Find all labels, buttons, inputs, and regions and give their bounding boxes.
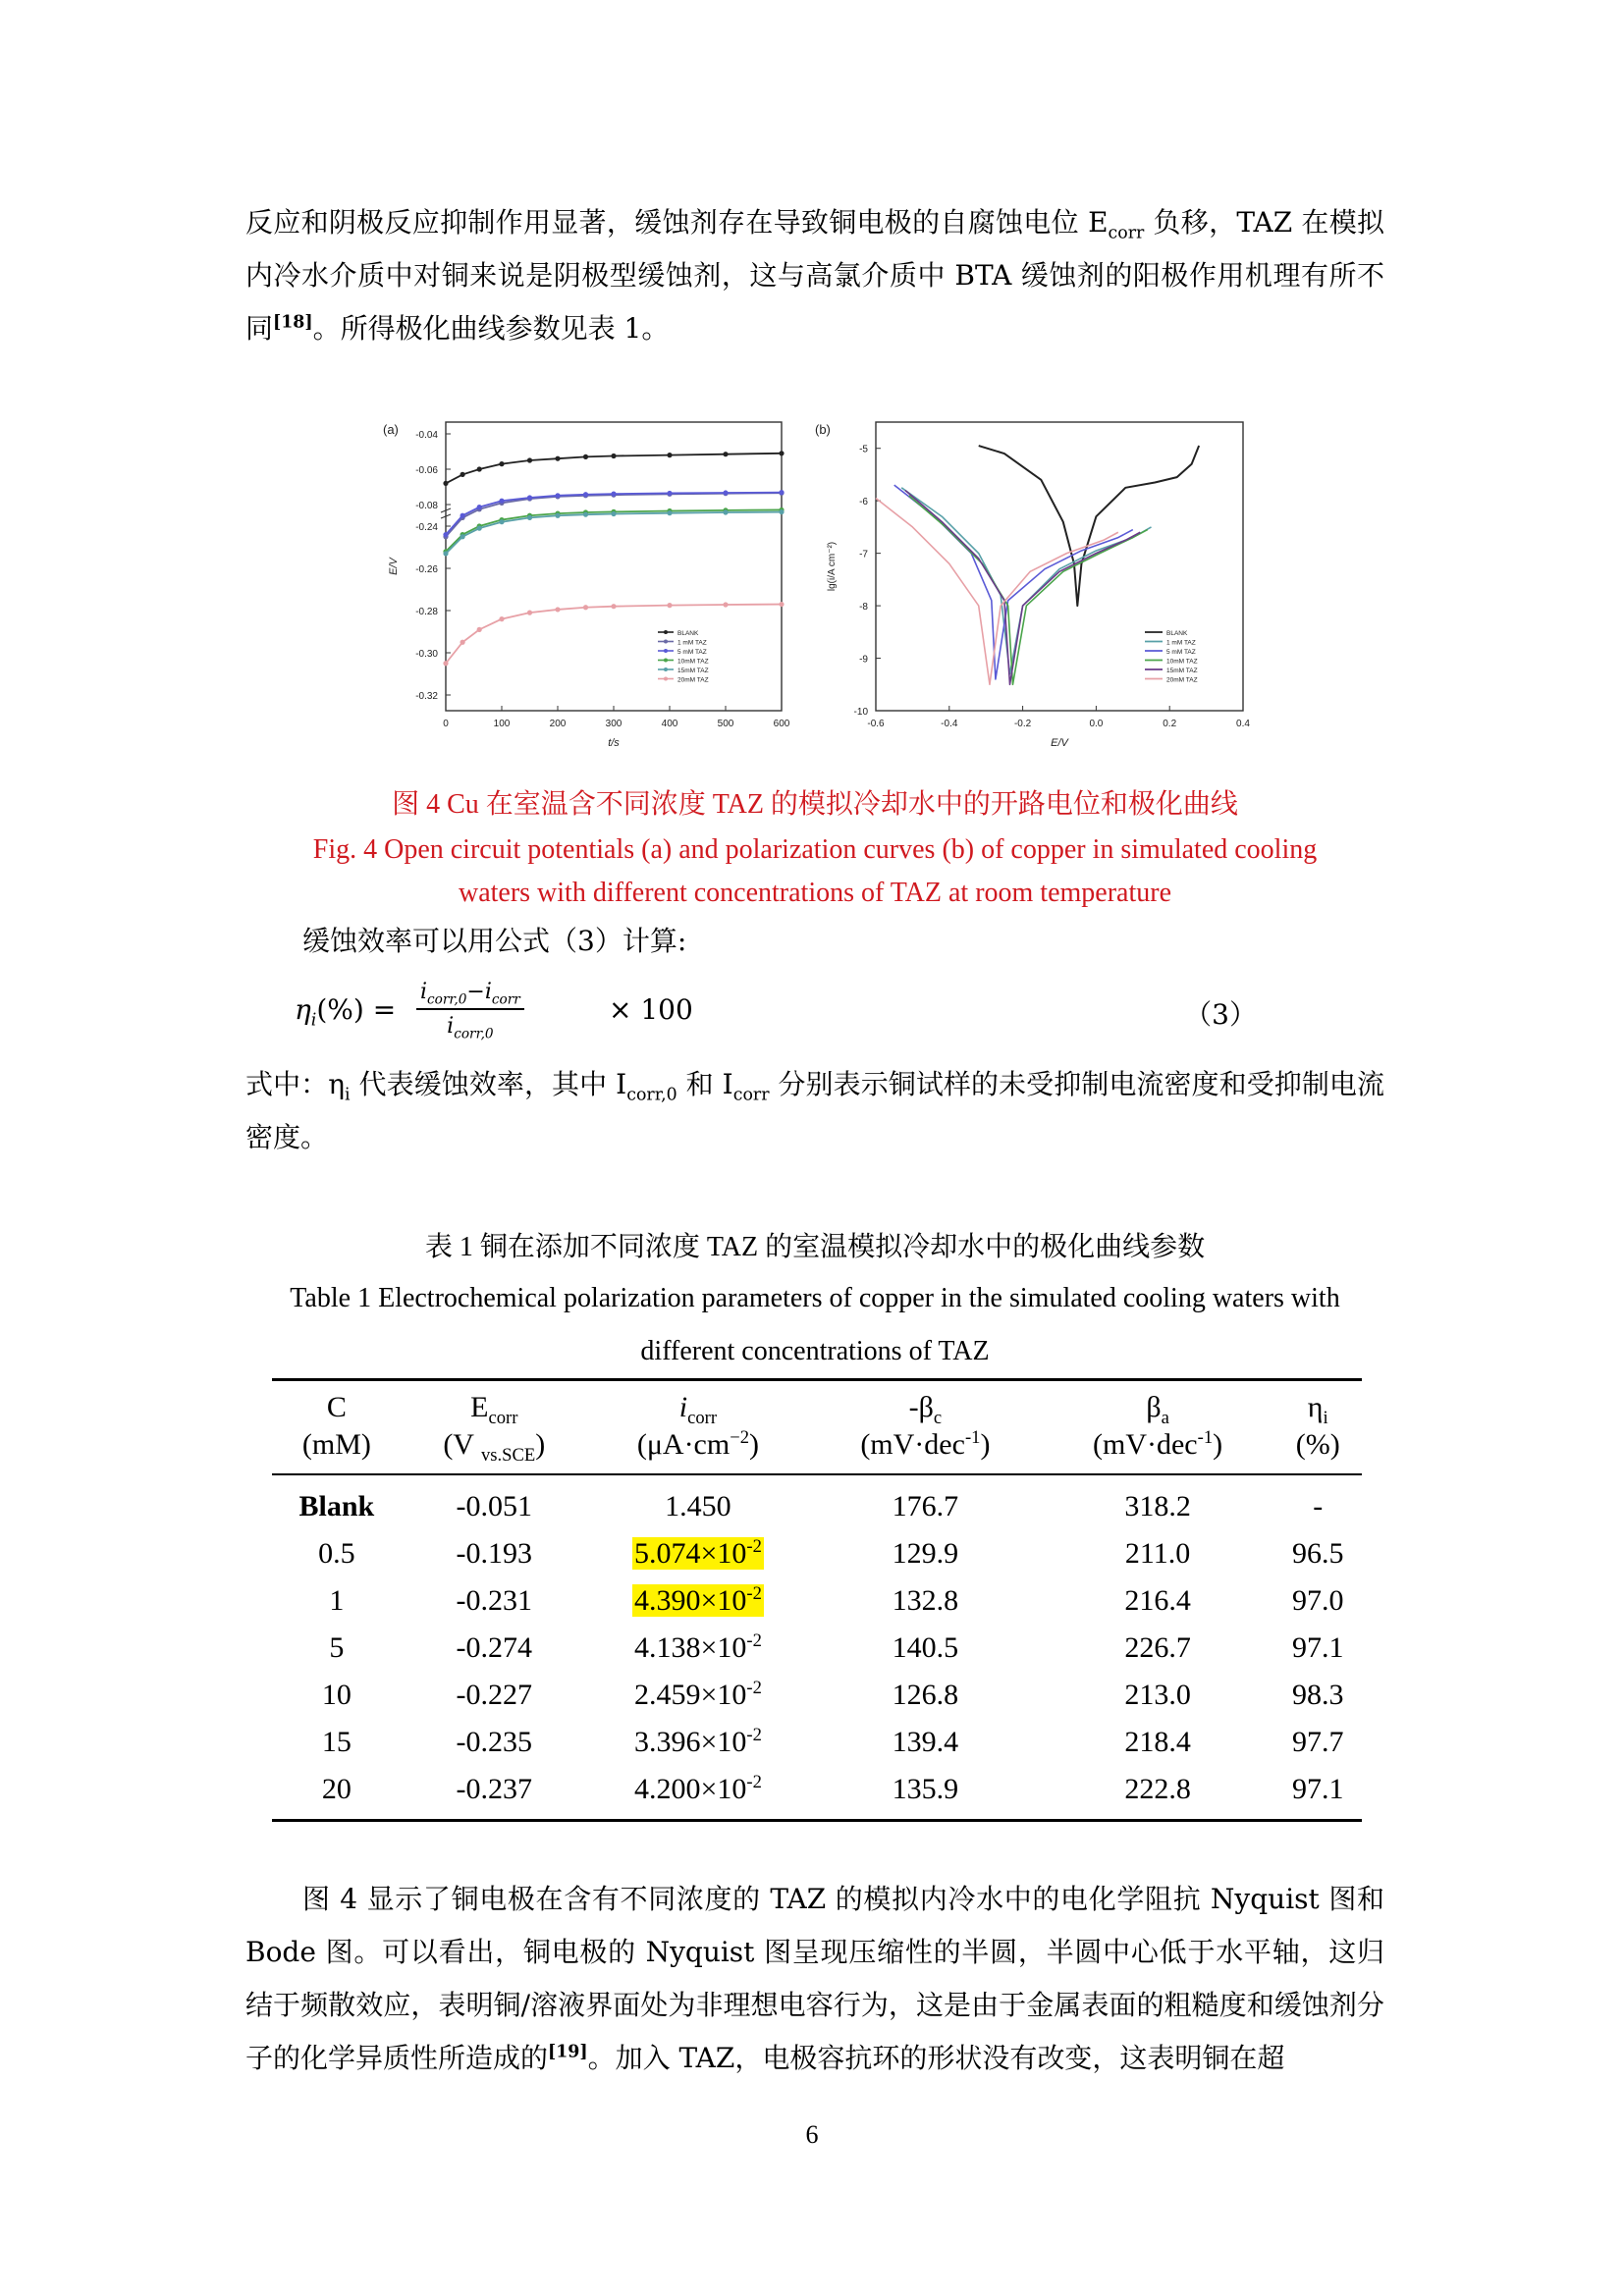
data-point-a <box>527 495 532 500</box>
data-point-a <box>667 510 672 515</box>
series-line-b <box>876 499 1118 685</box>
data-point-a <box>477 466 482 471</box>
equation-fraction <box>416 980 524 1042</box>
cell-beta-c: 176.7 <box>892 1490 959 1522</box>
header-ecorr: $E_{corr}$ (V $_{vs.SCE}$) <box>402 1380 587 1475</box>
cell-icorr <box>587 1719 809 1766</box>
legend-label-a: 15mM TAZ <box>677 667 709 674</box>
x-tick-label-a: 100 <box>493 719 511 729</box>
data-point-a <box>527 457 532 462</box>
legend-label-b: 1 mM TAZ <box>1166 639 1196 647</box>
data-point-a <box>555 456 560 461</box>
data-point-a <box>443 661 448 666</box>
header-c: C (mM) <box>272 1380 402 1475</box>
y-tick-label-a: -0.30 <box>415 649 438 660</box>
cell-beta-a: 216.4 <box>1124 1584 1191 1617</box>
data-point-a <box>477 505 482 509</box>
data-point-a <box>477 627 482 632</box>
y-tick-label-a: -0.26 <box>415 564 438 575</box>
legend-marker-a <box>664 630 668 634</box>
series-line-b <box>979 446 1199 606</box>
cell-ecorr: -0.231 <box>456 1584 533 1617</box>
x-axis-label-b: E/V <box>1051 737 1068 749</box>
figure-caption-zh: 图 4 Cu 在室温含不同浓度 TAZ 的模拟冷却水中的开路电位和极化曲线 <box>392 789 1238 820</box>
legend-label-a: 1 mM TAZ <box>677 639 707 647</box>
data-point-a <box>499 616 504 621</box>
cell-beta-c: 132.8 <box>892 1584 959 1617</box>
cell-icorr <box>587 1766 809 1821</box>
data-point-a <box>460 640 465 645</box>
cell-ecorr: -0.274 <box>456 1631 533 1664</box>
data-point-a <box>583 454 588 459</box>
series-line-b <box>901 488 1151 674</box>
y-tick-label-b: -5 <box>859 444 868 455</box>
paragraph-1: 反应和阴极反应抑制作用显著，缓蚀剂存在导致铜电极的自腐蚀电位 $E_{corr}$ 负移，TAZ 在模拟内冷水介质中对铜来说是阴极型缓蚀剂，这与高氯介质中 BTA 缓蚀剂的阳极作用机理有所不同[18]。所得极化曲线参数见表 1。 <box>245 206 1385 345</box>
cell-icorr <box>587 1530 809 1577</box>
data-point-a <box>611 492 616 497</box>
cell-eta: 97.1 <box>1273 1766 1362 1821</box>
data-point-a <box>723 509 728 514</box>
legend-label-a: 5 mM TAZ <box>677 649 707 656</box>
figure-caption-en: Fig. 4 Open circuit potentials (a) and polarization curves (b) of copper in simulated cooling waters with different concentrations of TAZ at room temperature <box>312 834 1318 908</box>
data-point-a <box>723 602 728 607</box>
legend-label-b: 5 mM TAZ <box>1166 649 1196 656</box>
cell-eta: 97.1 <box>1291 1631 1344 1664</box>
header-beta-c: $-\beta_c$ (mV·dec$^{-1}$) <box>809 1380 1042 1475</box>
equation-denominator: $i_{corr,0}$ <box>447 1014 494 1042</box>
legend-marker-a <box>664 640 668 644</box>
table-caption-en-2: different concentrations of TAZ <box>640 1336 990 1366</box>
x-tick-label-a: 200 <box>549 719 567 729</box>
cell-beta-c: 129.9 <box>892 1537 959 1570</box>
panel-b-label: (b) <box>815 422 831 437</box>
y-tick-label-a: -0.24 <box>415 522 438 533</box>
y-axis-label-a: E/V <box>388 558 400 575</box>
y-tick-label-b: -6 <box>859 497 868 508</box>
x-tick-label-b: 0.4 <box>1236 719 1250 729</box>
y-tick-label-b: -8 <box>859 602 868 614</box>
cell-beta-c: 126.8 <box>892 1679 959 1711</box>
data-point-a <box>779 602 784 607</box>
equation-3 <box>295 972 1384 1050</box>
x-tick-label-a: 0 <box>443 719 449 729</box>
legend-label-a: 20mM TAZ <box>677 676 709 684</box>
table-row <box>272 1577 1362 1625</box>
y-tick-label-a: -0.04 <box>415 430 438 441</box>
highlighted-value: $5.074\times 10^{-2}$ <box>633 1536 762 1570</box>
legend-label-a: BLANK <box>677 630 699 637</box>
cell-eta: 97.7 <box>1291 1726 1344 1758</box>
legend-label-b: 20mM TAZ <box>1166 676 1198 684</box>
cell-concentration: 15 <box>321 1726 352 1758</box>
cell-icorr <box>587 1577 809 1625</box>
citation-19: [19] <box>548 2042 588 2062</box>
data-point-a <box>723 490 728 495</box>
y-tick-label-b: -10 <box>853 707 868 718</box>
data-point-a <box>779 451 784 455</box>
x-tick-label-a: 600 <box>773 719 790 729</box>
cell-concentration: Blank <box>298 1490 375 1522</box>
data-point-a <box>499 499 504 504</box>
cell-beta-a: 211.0 <box>1124 1537 1191 1570</box>
data-point-a <box>667 603 672 608</box>
x-tick-label-b: -0.2 <box>1013 719 1032 729</box>
data-point-a <box>443 532 448 537</box>
cell-ecorr: -0.227 <box>456 1679 533 1711</box>
equation-number: （3） <box>1184 998 1257 1031</box>
data-point-a <box>460 472 465 477</box>
x-tick-label-b: 0.0 <box>1089 719 1104 729</box>
header-beta-a: $\beta_a$ (mV·dec$^{-1}$) <box>1042 1380 1274 1475</box>
table-row <box>272 1672 1362 1719</box>
polarization-parameters-table <box>272 1378 1362 1822</box>
data-point-a <box>667 453 672 457</box>
x-tick-label-b: -0.6 <box>867 719 885 729</box>
cell-concentration: 5 <box>329 1631 345 1664</box>
equation-times: × 100 <box>609 993 693 1026</box>
cell-icorr <box>587 1474 809 1530</box>
table-row <box>272 1474 1362 1530</box>
cell-beta-c: 140.5 <box>892 1631 959 1664</box>
series-line-a <box>446 605 782 664</box>
cell-eta: - <box>1313 1490 1324 1522</box>
data-point-a <box>499 461 504 466</box>
cell-beta-a: 213.0 <box>1124 1679 1191 1711</box>
icorr-value: $4.138\times 10^{-2}$ <box>633 1630 762 1664</box>
data-point-a <box>779 490 784 495</box>
y-tick-label-a: -0.32 <box>415 691 438 702</box>
data-point-a <box>583 492 588 497</box>
data-point-a <box>527 611 532 615</box>
legend-marker-a <box>664 667 668 671</box>
legend-marker-a <box>664 659 668 663</box>
y-tick-label-a: -0.28 <box>415 607 438 617</box>
legend-marker-a <box>664 677 668 681</box>
y-tick-label-a: -0.08 <box>415 501 438 511</box>
data-point-a <box>611 604 616 609</box>
equation-lhs: $\eta_i(\%)$ = <box>295 993 397 1031</box>
data-point-a <box>477 526 482 531</box>
page-number: 6 <box>805 2120 819 2149</box>
data-point-a <box>667 491 672 496</box>
paragraph-2: 缓蚀效率可以用公式（3）计算: <box>302 925 687 957</box>
data-point-a <box>460 534 465 539</box>
panel-a-label: (a) <box>383 422 399 437</box>
equation-numerator: $i_{corr,0}-i_{corr}$ <box>416 980 524 1010</box>
cell-eta: 97.0 <box>1291 1584 1344 1617</box>
data-point-a <box>779 509 784 514</box>
table-row <box>272 1719 1362 1766</box>
cell-beta-a: 318.2 <box>1124 1490 1191 1522</box>
data-point-a <box>583 512 588 517</box>
paragraph-3: 式中：$\eta_i$ 代表缓蚀效率，其中 $I_{corr,0}$ 和 $I_{corr}$ 分别表示铜试样的未受抑制电流密度和受抑制电流密度。 <box>245 1068 1384 1153</box>
figure-4-charts <box>373 410 1257 754</box>
series-line-a <box>446 512 782 554</box>
x-axis-label-a: t/s <box>608 737 620 749</box>
cell-ecorr: -0.237 <box>402 1766 587 1821</box>
paragraph-4: 图 4 显示了铜电极在含有不同浓度的 TAZ 的模拟内冷水中的电化学阻抗 Nyquist 图和 Bode 图。可以看出，铜电极的 Nyquist 图呈现压缩性的半圆，半圆中心低于水平轴，这归结于频散效应，表明铜/溶液界面处为非理想电容行为，这是由于金属表面的粗糙度和缓蚀剂分子的化学异质性所造成的[19]。加入 TAZ，电极容抗环的形状没有改变，这表明铜在超 <box>245 1883 1384 2074</box>
cell-eta: 96.5 <box>1291 1537 1344 1570</box>
highlighted-value: $4.390\times 10^{-2}$ <box>633 1583 762 1617</box>
cell-beta-c: 135.9 <box>809 1766 1042 1821</box>
y-axis-label-b: lg(i/A cm⁻²) <box>827 541 838 592</box>
cell-beta-a: 222.8 <box>1042 1766 1274 1821</box>
legend-label-b: 15mM TAZ <box>1166 667 1198 674</box>
legend-label-b: BLANK <box>1166 630 1188 637</box>
figure-4 <box>373 410 1257 754</box>
table-header-row <box>272 1380 1362 1475</box>
cell-icorr <box>587 1672 809 1719</box>
x-tick-label-b: 0.2 <box>1163 719 1177 729</box>
header-eta: $\eta_i$ (%) <box>1273 1380 1362 1475</box>
table-row <box>272 1530 1362 1577</box>
cell-concentration: 10 <box>321 1679 352 1711</box>
cell-beta-a: 226.7 <box>1124 1631 1191 1664</box>
cell-eta: 98.3 <box>1291 1679 1344 1711</box>
icorr-value: 1.450 <box>665 1490 731 1522</box>
table-caption-en-1: Table 1 Electrochemical polarization parameters of copper in the simulated cooling waters with <box>290 1283 1340 1313</box>
data-point-a <box>460 513 465 518</box>
icorr-value: $3.396\times 10^{-2}$ <box>633 1725 762 1758</box>
y-tick-label-b: -9 <box>859 654 868 666</box>
data-point-a <box>611 454 616 458</box>
data-point-a <box>443 481 448 486</box>
cell-icorr <box>587 1625 809 1672</box>
icorr-value: $4.200\times 10^{-2}$ <box>633 1772 762 1805</box>
x-tick-label-a: 500 <box>717 719 734 729</box>
y-tick-label-a: -0.06 <box>415 465 438 476</box>
x-tick-label-a: 400 <box>661 719 678 729</box>
data-point-a <box>555 607 560 612</box>
cell-ecorr: -0.235 <box>456 1726 533 1758</box>
legend-label-b: 10mM TAZ <box>1166 658 1198 666</box>
legend-marker-a <box>664 649 668 653</box>
y-tick-label-b: -7 <box>859 549 868 561</box>
data-point-a <box>443 551 448 556</box>
table-caption-zh: 表 1 铜在添加不同浓度 TAZ 的室温模拟冷却水中的极化曲线参数 <box>424 1232 1206 1262</box>
legend-label-a: 10mM TAZ <box>677 658 709 666</box>
citation-18: [18] <box>273 312 313 333</box>
data-point-a <box>555 493 560 498</box>
table-row <box>272 1625 1362 1672</box>
data-point-a <box>583 605 588 610</box>
cell-concentration: 20 <box>272 1766 402 1821</box>
icorr-value: $2.459\times 10^{-2}$ <box>633 1678 762 1711</box>
data-point-a <box>499 519 504 524</box>
x-tick-label-b: -0.4 <box>941 719 958 729</box>
header-icorr: $i_{corr}$ $(\mu A\cdot cm^{-2})$ <box>587 1380 809 1475</box>
table-row <box>272 1766 1362 1821</box>
data-point-a <box>611 511 616 516</box>
cell-concentration: 1 <box>329 1584 345 1617</box>
cell-beta-a: 218.4 <box>1124 1726 1191 1758</box>
x-tick-label-a: 300 <box>605 719 623 729</box>
cell-beta-c: 139.4 <box>892 1726 959 1758</box>
data-point-a <box>723 452 728 456</box>
cell-ecorr: -0.051 <box>456 1490 533 1522</box>
data-point-a <box>527 515 532 520</box>
cell-concentration: 0.5 <box>318 1537 355 1570</box>
data-point-a <box>555 513 560 518</box>
cell-ecorr: -0.193 <box>456 1537 533 1570</box>
